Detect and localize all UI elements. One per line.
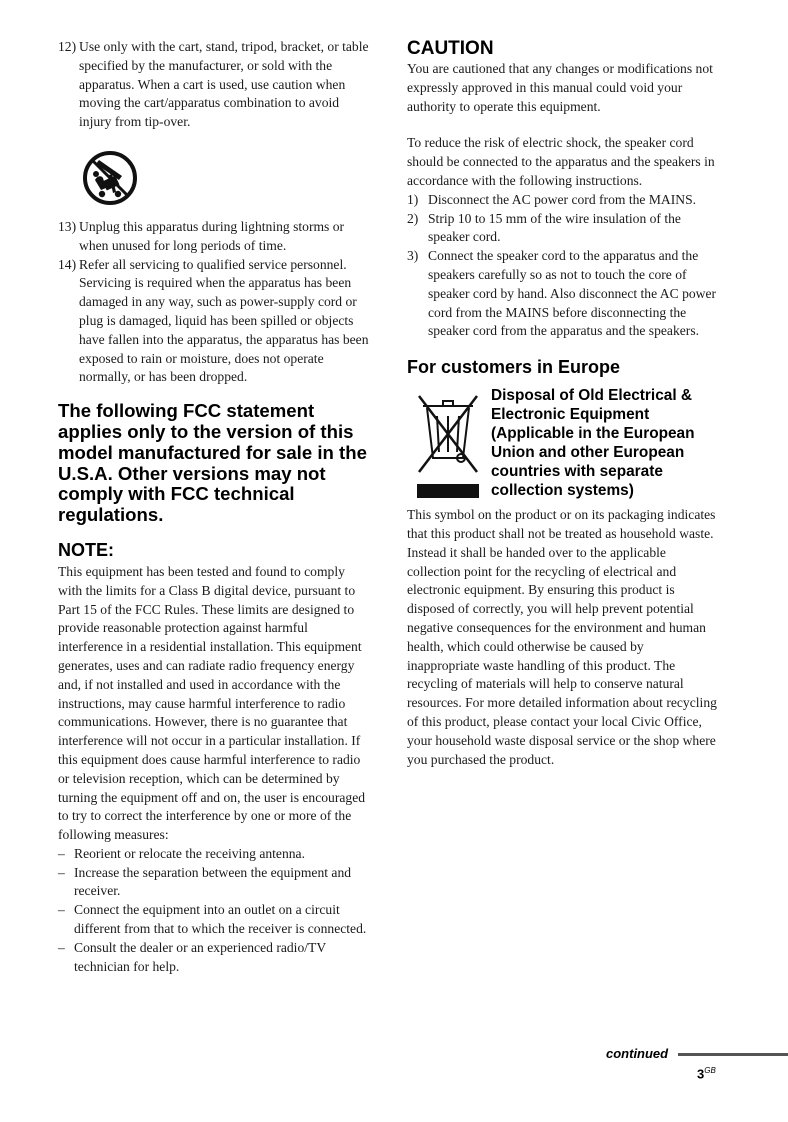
list-item: 3) Connect the speaker cord to the apparatus and the speakers carefully so as not to touch the core of speaker cord by hand. Also disconnect the AC power cord from the MAINS before disconnecting the speaker cord from the apparatus and the speakers. [407, 248, 717, 339]
note-heading: NOTE: [58, 539, 114, 560]
list-item: – Connect the equipment into an outlet on a circuit different from that to which the receiver is connected. [58, 902, 367, 937]
fcc-statement-heading: The following FCC statement applies only to the version of this model manufactured for sale in the U.S.A. Other versions may not comply with FCC technical regulations. [58, 400, 367, 526]
measures-list [58, 845, 370, 977]
list-item: 1) Disconnect the AC power cord from the MAINS. [407, 191, 697, 207]
safety-item-12 [58, 38, 370, 132]
safety-item-14 [58, 256, 370, 388]
crossed-out-wheelie-bin-icon [415, 392, 481, 498]
item-text: Unplug this apparatus during lightning storms or when unused for long periods of time. [79, 218, 345, 253]
page-number: $3^{GB}$ [697, 1066, 716, 1082]
item-text: Use only with the cart, stand, tripod, bracket, or table specified by the manufacturer, or sold with the apparatus. When a cart is used, use caution when moving the cart/apparatus combination to avoid injury from tip-over. [79, 39, 369, 130]
shock-intro: To reduce the risk of electric shock, the speaker cord should be connected to the apparatus and the speakers in accordance with the following instructions. [407, 135, 715, 188]
item-number: 12) [58, 39, 77, 54]
list-item: – Consult the dealer or an experienced radio/TV technician for help. [58, 939, 326, 974]
left-column [58, 38, 370, 976]
caution-body: You are cautioned that any changes or modifications not expressly approved in this manual could void your authority to operate this equipment. [407, 61, 713, 114]
item-text: Refer all servicing to qualified service personnel. Servicing is required when the apparatus has been damaged in any way, such as power-supply cord or plug is damaged, liquid has been spilled or objects have fallen into the apparatus, the apparatus has been exposed to rain or moisture, does not operate normally, or has been dropped. [79, 256, 369, 385]
cart-tip-over-warning-icon [82, 150, 138, 206]
weee-title: Disposal of Old Electrical & Electronic Equipment (Applicable in the European Union and other European countries with separate collection systems) [491, 387, 695, 500]
right-column [407, 38, 719, 769]
list-item: 2) Strip 10 to 15 mm of the wire insulation of the speaker cord. [407, 210, 681, 245]
weee-symbol [415, 392, 481, 498]
caution-heading: CAUTION [407, 38, 494, 59]
note-body: This equipment has been tested and found to comply with the limits for a Class B digital device, pursuant to Part 15 of the FCC Rules. These limits are designed to provide reasonable protection against harmful interference in a residential installation. This equipment generates, uses and can radiate radio frequency energy and, if not installed and used in accordance with the instructions, may cause harmful interference to radio communications. However, there is no guarantee that interference will not occur in a particular installation. If this equipment does cause harmful interference to radio or television reception, which can be determined by turning the equipment off and on, the user is encouraged to try to correct the interference by one or more of the following measures: [58, 563, 366, 843]
speaker-steps-list [407, 191, 719, 341]
weee-block [407, 386, 719, 504]
weee-body: This symbol on the product or on its packaging indicates that this product shall not be treated as household waste. Instead it shall be handed over to the applicable collection point for the recycling of electrical and electronic equipment. By ensuring this product is disposed of correctly, you will help prevent potential negative consequences for the environment and human health, which could otherwise be caused by inappropriate waste handling of this product. The recycling of materials will help to conserve natural resources. For more detailed information about recycling of this product, please contact your local Civic Office, your household waste disposal service or the shop where you purchased the product. [407, 507, 717, 767]
continued-label: continued [606, 1046, 669, 1061]
item-number: 14) [58, 256, 77, 272]
safety-item-13 [58, 218, 370, 256]
cart-warning-figure [82, 150, 138, 206]
continued-rule [678, 1053, 788, 1056]
list-item: – Reorient or relocate the receiving antenna. [58, 845, 305, 861]
item-number: 13) [58, 218, 77, 234]
list-item: – Increase the separation between the equipment and receiver. [58, 864, 352, 899]
europe-heading: For customers in Europe [407, 357, 621, 378]
